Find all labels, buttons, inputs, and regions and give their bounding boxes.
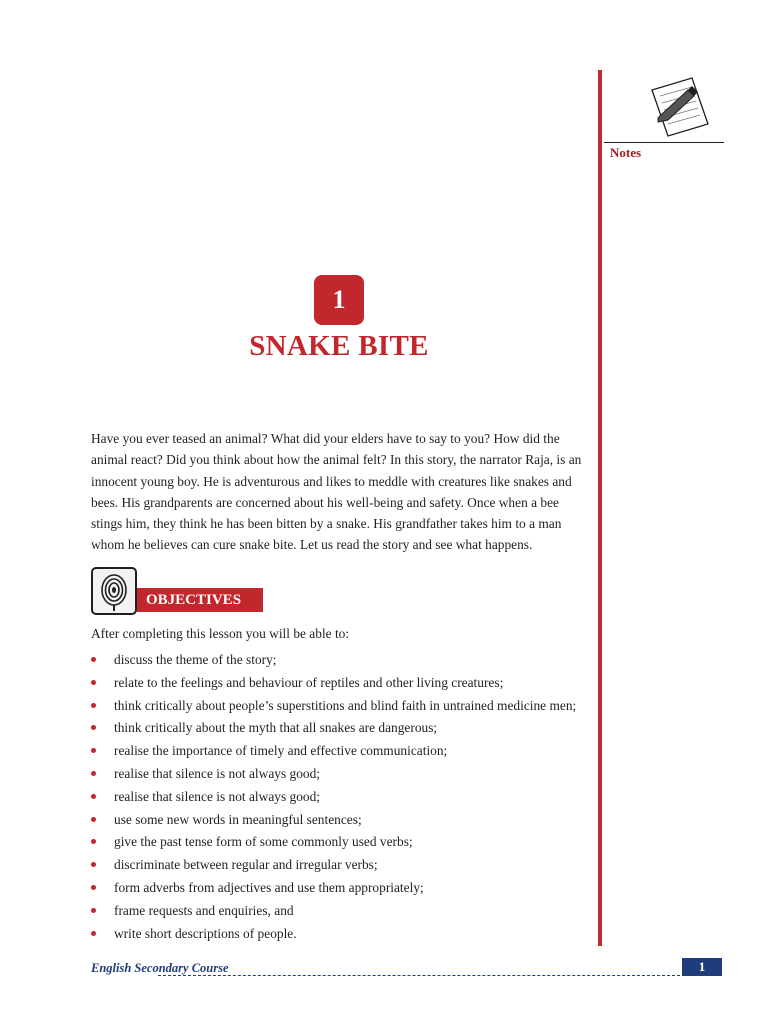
list-item <box>91 765 601 788</box>
list-item-text: form adverbs from adjectives and use them appropriately; <box>114 879 424 895</box>
list-item-text: use some new words in meaningful sentences; <box>114 811 362 827</box>
objectives-list <box>91 651 601 947</box>
objectives-heading: OBJECTIVES <box>137 588 263 612</box>
list-item <box>91 856 601 879</box>
bullet-icon <box>91 748 96 753</box>
list-item-text: realise that silence is not always good; <box>114 765 321 781</box>
list-item <box>91 719 601 742</box>
list-item-text: frame requests and enquiries, and <box>114 902 294 918</box>
list-item <box>91 674 601 697</box>
bullet-icon <box>91 680 96 685</box>
list-item-text: give the past tense form of some commonly used verbs; <box>114 834 413 850</box>
list-item-text: discuss the theme of the story; <box>114 652 277 667</box>
bullet-icon <box>91 703 96 708</box>
list-item <box>91 811 601 834</box>
chapter-number-badge: 1 <box>314 275 364 325</box>
objectives-lead: After completing this lesson you will be able to: <box>91 626 350 641</box>
list-item <box>91 651 601 674</box>
bullet-icon <box>91 839 96 844</box>
list-item <box>91 833 601 856</box>
bullet-icon <box>91 657 96 662</box>
list-item-text: think critically about people’s superstitions and blind faith in untrained medicine men; <box>114 697 577 713</box>
footer-course-title: English Secondary Course <box>91 961 229 975</box>
list-item-text: realise that silence is not always good; <box>114 788 321 804</box>
bullet-icon <box>91 771 96 776</box>
list-item-text: discriminate between regular and irregular verbs; <box>114 857 378 873</box>
bullet-icon <box>91 794 96 799</box>
list-item <box>91 742 601 765</box>
notes-label: Notes <box>610 145 642 160</box>
bullet-icon <box>91 908 96 913</box>
bullet-icon <box>91 725 96 730</box>
page-number: 1 <box>682 958 722 976</box>
list-item <box>91 788 601 811</box>
bullet-icon <box>91 862 96 867</box>
list-item <box>91 925 601 948</box>
bullet-icon <box>91 931 96 936</box>
intro-paragraph: Have you ever teased an animal? What did your elders have to say to you? How did the animal react? Did you think about how the animal felt? In this story, the narrator Raja, is an innocent young boy. He is adventurous and likes to meddle with creatures like snakes and bees. His grandparents are concerned about his well-being and safety. Once when a bee stings him, they think he has been bitten by a snake. His grandfather takes him to a man whom he believes can cure snake bite. Let us read the story and see what happens. <box>91 431 582 553</box>
list-item-text: relate to the feelings and behaviour of reptiles and other living creatures; <box>114 674 504 690</box>
target-icon <box>91 567 137 615</box>
chapter-title: SNAKE BITE <box>249 330 429 362</box>
bullet-icon <box>91 885 96 890</box>
footer-divider <box>158 975 680 976</box>
bullet-icon <box>91 817 96 822</box>
list-item-text: realise the importance of timely and effective communication; <box>114 743 448 759</box>
list-item <box>91 697 601 720</box>
notepad-pencil-icon <box>648 76 712 145</box>
notes-divider <box>604 142 724 143</box>
list-item <box>91 902 601 925</box>
list-item <box>91 879 601 902</box>
list-item-text: think critically about the myth that all snakes are dangerous; <box>114 720 438 736</box>
list-item-text: write short descriptions of people. <box>114 925 297 941</box>
